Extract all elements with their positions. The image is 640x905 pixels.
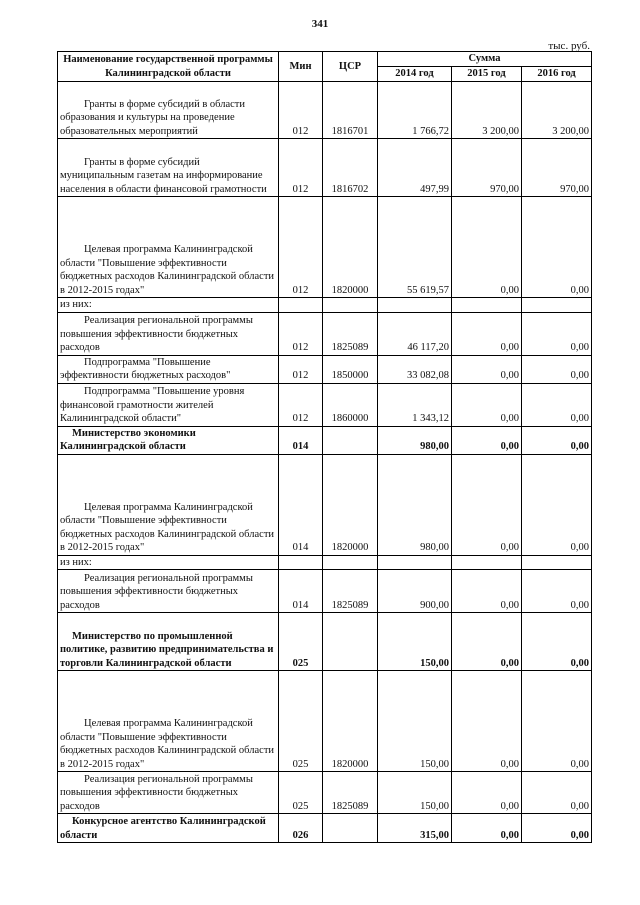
row-csr: 1825089	[323, 570, 378, 613]
row-name	[58, 139, 279, 197]
table-row	[58, 82, 592, 139]
row-csr: 1825089	[323, 772, 378, 814]
row-value-2016: 0,00	[522, 772, 592, 814]
row-min: 012	[279, 312, 323, 355]
row-value-2014: 150,00	[378, 772, 452, 814]
table-row	[58, 814, 592, 843]
row-name	[58, 555, 279, 570]
row-csr	[323, 426, 378, 454]
row-value-2016: 0,00	[522, 814, 592, 843]
row-value-2014: 33 082,08	[378, 355, 452, 383]
row-name	[58, 82, 279, 139]
row-name	[58, 426, 279, 454]
row-name-text: Министерство экономики Калининградской области	[60, 427, 196, 452]
row-min: 014	[279, 426, 323, 454]
row-value-2014: 1 343,12	[378, 383, 452, 426]
row-name	[58, 671, 279, 772]
row-min: 014	[279, 570, 323, 613]
row-min: 025	[279, 613, 323, 671]
table-row	[58, 383, 592, 426]
row-value-2016: 970,00	[522, 139, 592, 197]
row-name	[58, 772, 279, 814]
row-value-2014: 980,00	[378, 426, 452, 454]
row-name	[58, 814, 279, 843]
row-name	[58, 613, 279, 671]
row-value-2016: 0,00	[522, 613, 592, 671]
table-row	[58, 197, 592, 298]
row-name-text: Целевая программа Калининградской области "Повышение эффективности бюджетных расходов Калининградской области в 2012-2015 годах"	[60, 718, 275, 770]
row-value-2014: 55 619,57	[378, 197, 452, 298]
row-csr: 1820000	[323, 197, 378, 298]
header-sum: Сумма	[378, 52, 592, 67]
row-name-text: Министерство по промышленной политике, развитию предпринимательства и торговли Калининградской области	[60, 630, 274, 669]
row-min: 012	[279, 82, 323, 139]
row-value-2016: 0,00	[522, 197, 592, 298]
row-min: 012	[279, 139, 323, 197]
row-value-2015: 970,00	[452, 139, 522, 197]
row-value-2016	[522, 555, 592, 570]
row-value-2016: 0,00	[522, 570, 592, 613]
row-name	[58, 312, 279, 355]
row-value-2014	[378, 298, 452, 313]
row-csr: 1816702	[323, 139, 378, 197]
row-value-2015: 0,00	[452, 355, 522, 383]
row-name	[58, 298, 279, 313]
row-value-2016: 0,00	[522, 312, 592, 355]
table-body	[58, 82, 592, 843]
row-value-2014: 150,00	[378, 613, 452, 671]
row-value-2014: 497,99	[378, 139, 452, 197]
row-name	[58, 383, 279, 426]
row-value-2016: 3 200,00	[522, 82, 592, 139]
budget-table	[57, 51, 592, 843]
row-name-text: Подпрограмма "Повышение эффективности бюджетных расходов"	[60, 356, 231, 381]
header-2014: 2014 год	[378, 67, 452, 82]
row-name	[58, 454, 279, 555]
row-name-text: Реализация региональной программы повышения эффективности бюджетных расходов	[60, 572, 253, 611]
row-value-2015: 0,00	[452, 814, 522, 843]
row-name	[58, 570, 279, 613]
row-min: 025	[279, 772, 323, 814]
row-value-2015	[452, 298, 522, 313]
row-value-2015: 0,00	[452, 312, 522, 355]
row-value-2014: 1 766,72	[378, 82, 452, 139]
row-name-text: Подпрограмма "Повышение уровня финансовой грамотности жителей Калининградской области"	[60, 386, 245, 424]
row-name-text: Целевая программа Калининградской области "Повышение эффективности бюджетных расходов Калининградской области в 2012-2015 годах"	[60, 244, 275, 296]
row-value-2015: 3 200,00	[452, 82, 522, 139]
header-min: Мин	[279, 52, 323, 82]
row-min: 025	[279, 671, 323, 772]
row-value-2014: 46 117,20	[378, 312, 452, 355]
row-name	[58, 197, 279, 298]
table-row	[58, 570, 592, 613]
row-csr: 1820000	[323, 454, 378, 555]
row-value-2015: 0,00	[452, 671, 522, 772]
row-value-2016: 0,00	[522, 383, 592, 426]
row-name	[58, 355, 279, 383]
row-value-2016	[522, 298, 592, 313]
row-value-2016: 0,00	[522, 454, 592, 555]
header-name: Наименование государственной программы Калининградской области	[58, 52, 279, 82]
row-min	[279, 555, 323, 570]
row-value-2014: 980,00	[378, 454, 452, 555]
row-csr	[323, 814, 378, 843]
table-row	[58, 555, 592, 570]
row-min: 012	[279, 355, 323, 383]
row-csr: 1820000	[323, 671, 378, 772]
units-label: тыс. руб.	[548, 40, 590, 52]
row-value-2014: 150,00	[378, 671, 452, 772]
row-csr: 1850000	[323, 355, 378, 383]
row-csr: 1860000	[323, 383, 378, 426]
row-csr: 1825089	[323, 312, 378, 355]
row-csr	[323, 298, 378, 313]
row-csr: 1816701	[323, 82, 378, 139]
row-min: 014	[279, 454, 323, 555]
row-min: 012	[279, 383, 323, 426]
header-2016: 2016 год	[522, 67, 592, 82]
row-name-text: Реализация региональной программы повышения эффективности бюджетных расходов	[60, 773, 253, 812]
table-row	[58, 613, 592, 671]
table-row	[58, 454, 592, 555]
row-name-text: из них:	[60, 556, 92, 568]
page-number: 341	[311, 18, 329, 30]
row-value-2016: 0,00	[522, 355, 592, 383]
header-2015: 2015 год	[452, 67, 522, 82]
table-row	[58, 355, 592, 383]
row-value-2014: 900,00	[378, 570, 452, 613]
table-row	[58, 139, 592, 197]
row-name-text: Целевая программа Калининградской области "Повышение эффективности бюджетных расходов Калининградской области в 2012-2015 годах"	[60, 501, 275, 553]
row-name-text: Гранты в форме субсидий муниципальным газетам на информирование населения в области финансовой грамотности	[60, 156, 267, 195]
row-min	[279, 298, 323, 313]
table-row	[58, 671, 592, 772]
row-value-2016: 0,00	[522, 671, 592, 772]
row-value-2015: 0,00	[452, 426, 522, 454]
row-value-2015: 0,00	[452, 772, 522, 814]
table-row	[58, 426, 592, 454]
row-value-2014	[378, 555, 452, 570]
row-min: 012	[279, 197, 323, 298]
row-name-text: Реализация региональной программы повышения эффективности бюджетных расходов	[60, 315, 253, 353]
table-row	[58, 298, 592, 313]
row-value-2015: 0,00	[452, 570, 522, 613]
row-value-2015: 0,00	[452, 197, 522, 298]
row-value-2015: 0,00	[452, 613, 522, 671]
table-row	[58, 312, 592, 355]
row-value-2015	[452, 555, 522, 570]
row-name-text: Гранты в форме субсидий в области образования и культуры на проведение образовательных мероприятий	[60, 98, 246, 137]
row-value-2014: 315,00	[378, 814, 452, 843]
row-name-text: Конкурсное агентство Калининградской области	[60, 816, 266, 841]
row-name-text: из них:	[60, 299, 92, 310]
header-csr: ЦСР	[323, 52, 378, 82]
row-value-2015: 0,00	[452, 454, 522, 555]
row-csr	[323, 555, 378, 570]
row-value-2016: 0,00	[522, 426, 592, 454]
row-csr	[323, 613, 378, 671]
row-value-2015: 0,00	[452, 383, 522, 426]
table-row	[58, 772, 592, 814]
row-min: 026	[279, 814, 323, 843]
